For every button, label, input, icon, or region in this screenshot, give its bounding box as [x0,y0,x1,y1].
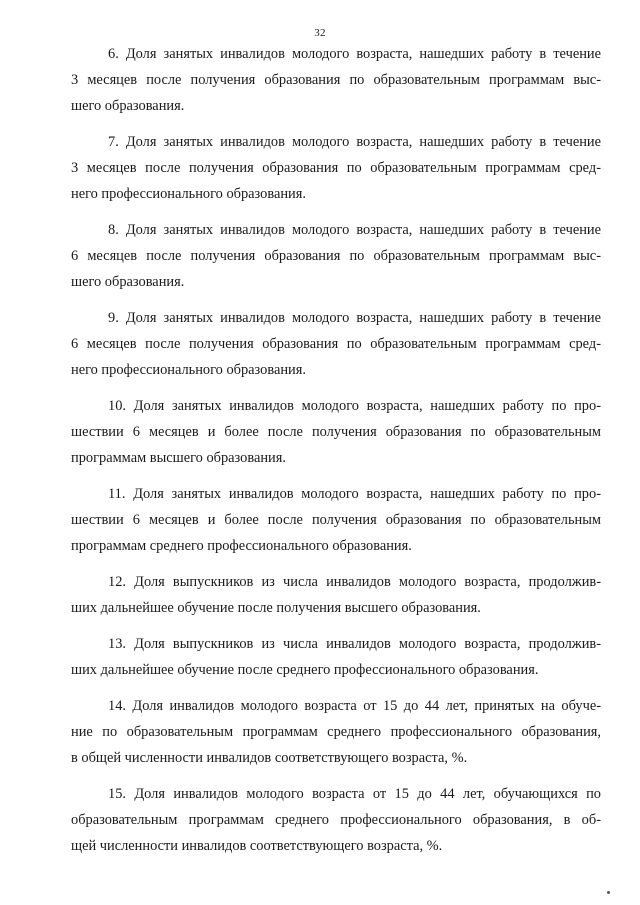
item-line: 3 месяцев после получения образования по образовательным программам сред- [71,160,601,176]
scan-speck [607,891,610,894]
item-line: в общей численности инвалидов соответствующего возраста, %. [71,750,468,766]
list-item [71,217,601,295]
item-line: шего образования. [71,274,185,290]
list-item [71,129,601,207]
item-line: образовательным программам среднего профессионального образования, в об- [71,812,601,828]
item-line: ших дальнейшее обучение после получения высшего образования. [71,600,481,616]
list-item [71,481,601,559]
item-line: 13. Доля выпускников из числа инвалидов молодого возраста, продолжив- [108,636,601,652]
list-item [71,569,601,621]
item-line: шествии 6 месяцев и более после получения образования по образовательным [71,512,601,528]
item-line: него профессионального образования. [71,186,306,202]
document-body [71,41,601,869]
item-line: 15. Доля инвалидов молодого возраста от 15 до 44 лет, обучающихся по [108,786,601,802]
item-line: шего образования. [71,98,185,114]
item-line: 14. Доля инвалидов молодого возраста от 15 до 44 лет, принятых на обуче- [108,698,601,714]
page-number: 32 [314,27,326,39]
item-line: щей численности инвалидов соответствующего возраста, %. [71,838,443,854]
item-line: программам среднего профессионального образования. [71,538,412,554]
item-line: 6 месяцев после получения образования по образовательным программам выс- [71,248,601,264]
item-line: 11. Доля занятых инвалидов молодого возраста, нашедших работу по про- [108,486,601,502]
item-line: ших дальнейшее обучение после среднего профессионального образования. [71,662,539,678]
item-line: программам высшего образования. [71,450,286,466]
item-line: 3 месяцев после получения образования по образовательным программам выс- [71,72,601,88]
item-line: 8. Доля занятых инвалидов молодого возраста, нашедших работу в течение [108,222,601,238]
item-line: ние по образовательным программам среднего профессионального образования, [71,724,601,740]
item-line: 12. Доля выпускников из числа инвалидов молодого возраста, продолжив- [108,574,601,590]
item-line: 9. Доля занятых инвалидов молодого возраста, нашедших работу в течение [108,310,601,326]
item-line: шествии 6 месяцев и более после получения образования по образовательным [71,424,601,440]
list-item [71,305,601,383]
item-line: 7. Доля занятых инвалидов молодого возраста, нашедших работу в течение [108,134,601,150]
list-item [71,781,601,859]
list-item [71,41,601,119]
item-line: него профессионального образования. [71,362,306,378]
list-item [71,631,601,683]
list-item [71,393,601,471]
list-item [71,693,601,771]
item-line: 6 месяцев после получения образования по образовательным программам сред- [71,336,601,352]
item-line: 6. Доля занятых инвалидов молодого возраста, нашедших работу в течение [108,46,601,62]
item-line: 10. Доля занятых инвалидов молодого возраста, нашедших работу по про- [108,398,601,414]
